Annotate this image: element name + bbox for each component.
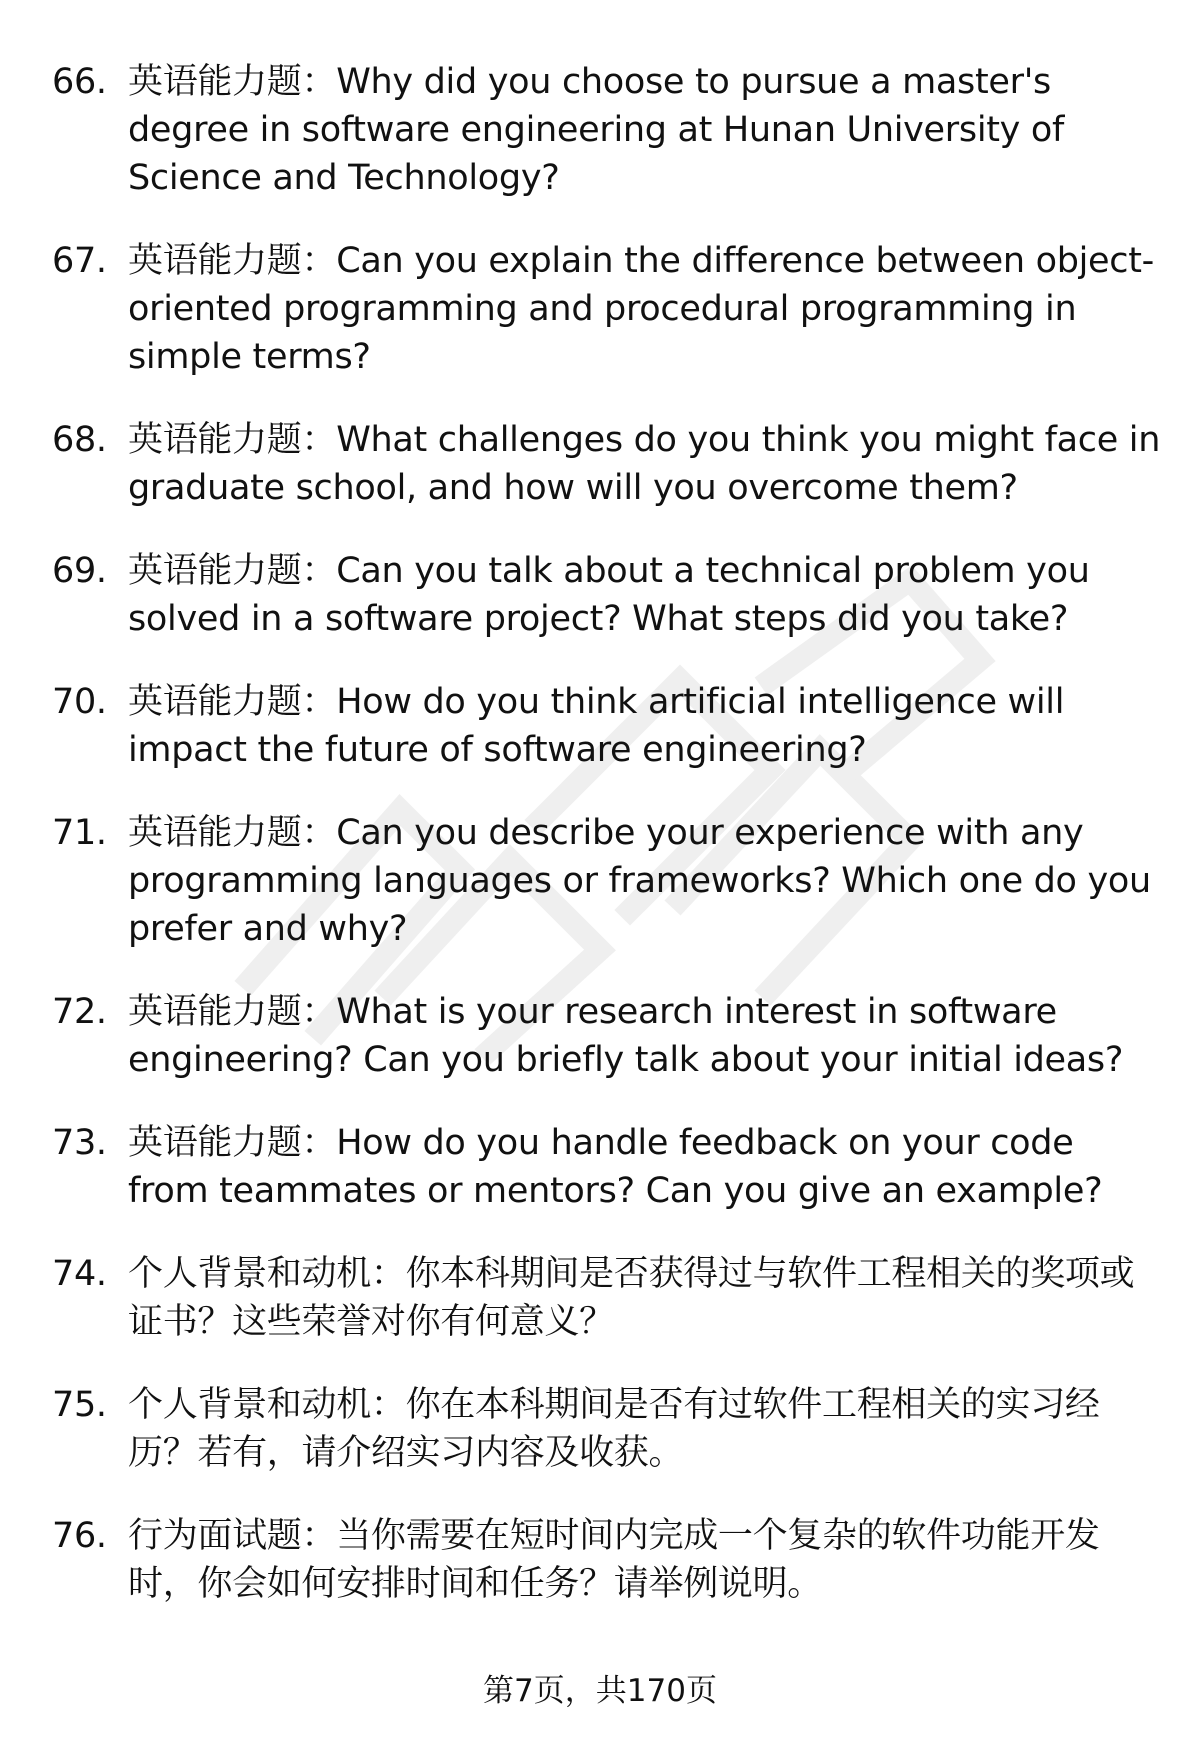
question-text: 英语能力题：What is your research interest in software engineering? Can you briefly talk about your initial ideas?	[128, 992, 1124, 1080]
page-footer	[0, 1670, 1200, 1712]
question-item	[52, 1512, 1162, 1608]
question-text: 个人背景和动机：你本科期间是否获得过与软件工程相关的奖项或证书？这些荣誉对你有何意义？	[128, 1254, 1135, 1342]
question-text: 英语能力题：How do you handle feedback on your code from teammates or mentors? Can you give an example?	[128, 1123, 1103, 1211]
question-item	[52, 809, 1162, 953]
question-text: 英语能力题：How do you think artificial intelligence will impact the future of software engineering?	[128, 682, 1065, 770]
question-number: 73.	[52, 1123, 107, 1163]
question-number: 75.	[52, 1385, 107, 1425]
question-text: 英语能力题：Why did you choose to pursue a master's degree in software engineering at Hunan University of Science and Technology?	[128, 62, 1065, 198]
question-item	[52, 1250, 1162, 1346]
question-number: 68.	[52, 420, 107, 460]
question-text: 英语能力题：Can you explain the difference between object-oriented programming and procedural programming in simple terms?	[128, 241, 1154, 377]
question-number: 72.	[52, 992, 107, 1032]
question-text: 行为面试题：当你需要在短时间内完成一个复杂的软件功能开发时，你会如何安排时间和任务？请举例说明。	[128, 1516, 1100, 1604]
question-item	[52, 1119, 1162, 1215]
question-number: 74.	[52, 1254, 107, 1294]
question-text: 英语能力题：Can you talk about a technical problem you solved in a software project? What steps did you take?	[128, 551, 1090, 639]
question-number: 70.	[52, 682, 107, 722]
question-number: 67.	[52, 241, 107, 281]
question-text: 英语能力题：Can you describe your experience with any programming languages or frameworks? Which one do you prefer and why?	[128, 813, 1151, 949]
question-item	[52, 678, 1162, 774]
question-number: 69.	[52, 551, 107, 591]
question-number: 66.	[52, 62, 107, 102]
question-item	[52, 547, 1162, 643]
question-text: 个人背景和动机：你在本科期间是否有过软件工程相关的实习经历？若有，请介绍实习内容及收获。	[128, 1385, 1100, 1473]
question-text: 英语能力题：What challenges do you think you might face in graduate school, and how will you overcome them?	[128, 420, 1161, 508]
question-number: 76.	[52, 1516, 107, 1556]
question-item	[52, 988, 1162, 1084]
question-item	[52, 416, 1162, 512]
question-item	[52, 58, 1162, 202]
question-number: 71.	[52, 813, 107, 853]
question-list	[52, 58, 1162, 1643]
page-number-label: 第7页，共170页	[483, 1673, 717, 1709]
question-item	[52, 1381, 1162, 1477]
question-item	[52, 237, 1162, 381]
